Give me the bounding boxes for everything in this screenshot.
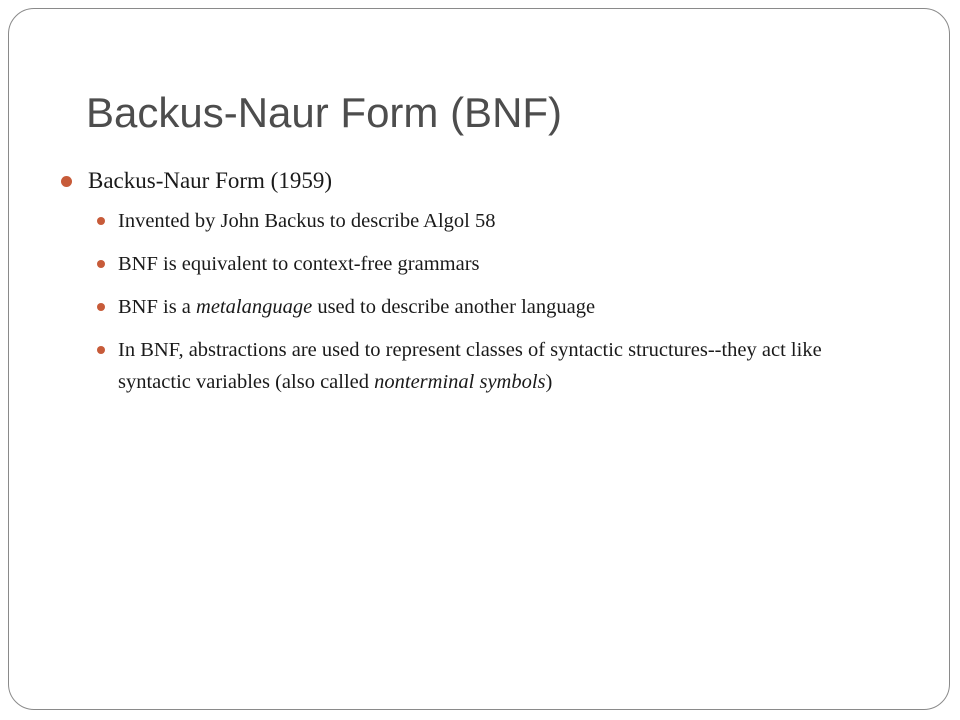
sub-bullet-item: [118, 205, 838, 237]
sub-bullet-text: BNF is equivalent to context-free grammars: [118, 253, 480, 275]
bullet-icon: [97, 217, 105, 225]
bullet-level1: Backus-Naur Form (1959): [88, 168, 333, 193]
sub-bullet-item: [118, 248, 838, 280]
sub-bullet-item: [118, 291, 838, 323]
bullet-icon: [97, 303, 105, 311]
bullet-icon: [97, 260, 105, 268]
slide-title: Backus-Naur Form (BNF): [86, 89, 563, 136]
sub-bullet-item: [118, 334, 838, 398]
sub-bullet-text: used to describe another language: [312, 296, 596, 318]
emphasis-term: nonterminal symbols: [374, 371, 546, 393]
slide-frame: [8, 8, 950, 710]
emphasis-term: metalanguage: [196, 296, 313, 318]
sub-bullet-text: ): [545, 371, 553, 393]
sub-bullet-list: [118, 205, 838, 409]
sub-bullet-text: BNF is a: [118, 296, 197, 318]
bullet-icon: [61, 176, 72, 187]
sub-bullet-text: Invented by John Backus to describe Algol 58: [118, 210, 496, 232]
bullet-icon: [97, 346, 105, 354]
sub-bullet-text: In BNF, abstractions are used to represent classes of syntactic structures--they act like syntactic variables (also called: [118, 339, 822, 393]
